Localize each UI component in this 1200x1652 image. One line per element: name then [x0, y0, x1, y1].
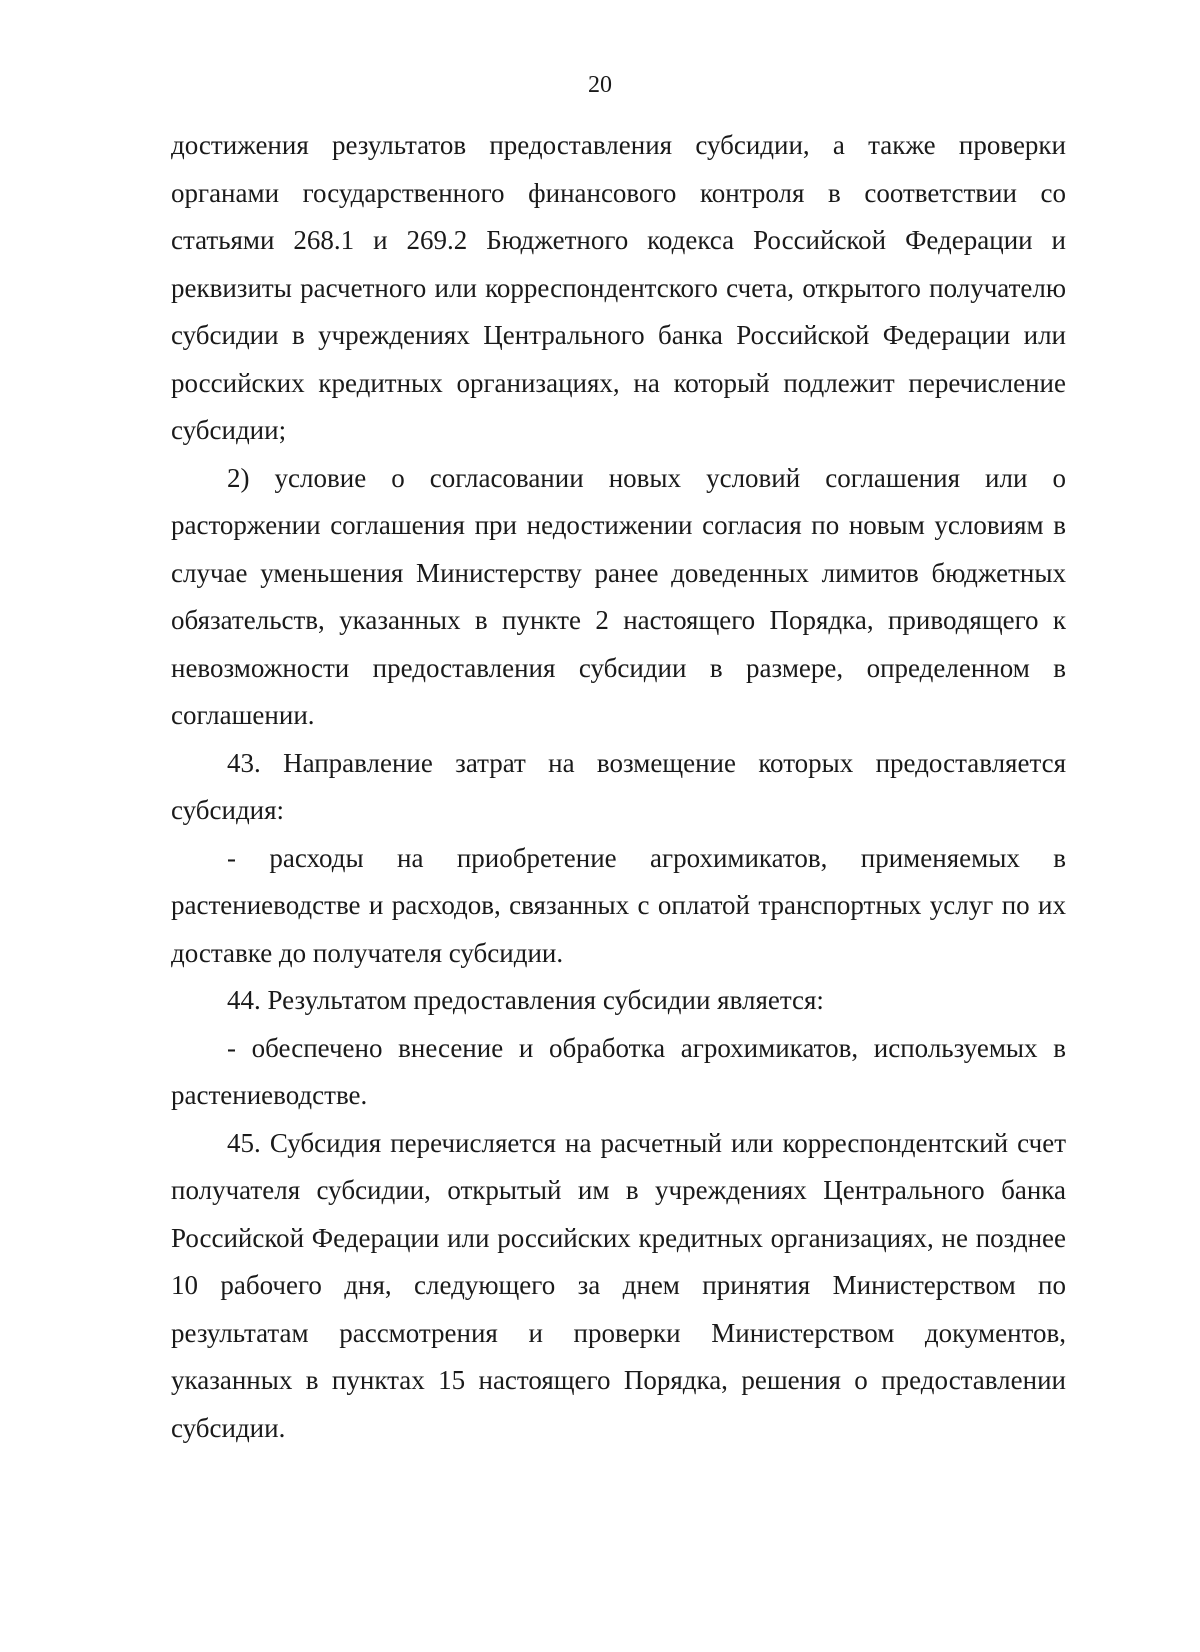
paragraph-continuation: достижения результатов предоставления субсидии, а также проверки органами государственного финансового контроля в соответствии со статьями 268.1 и 269.2 Бюджетного кодекса Российской Федерации и реквизиты расчетного или корреспондентского счета, открытого получателю субсидии в учреждениях Центрального банка Российской Федерации или российских кредитных организациях, на который подлежит перечисление субсидии;	[171, 130, 1066, 445]
paragraph-44: 44. Результатом предоставления субсидии является:	[227, 985, 824, 1015]
paragraph-43-expenses: - расходы на приобретение агрохимикатов, применяемых в растениеводстве и расходов, связанных с оплатой транспортных услуг по их доставке до получателя субсидии.	[171, 842, 1066, 968]
paragraph-45: 45. Субсидия перечисляется на расчетный или корреспондентский счет получателя субсидии, открытый им в учреждениях Центрального банка Российской Федерации или российских кредитных организациях, не позднее 10 рабочего дня, следующего за днем принятия Министерством по результатам рассмотрения и проверки Министерством документов, указанных в пунктах 15 настоящего Порядка, решения о предоставлении субсидии.	[171, 1127, 1066, 1443]
page-number: 20	[588, 72, 612, 98]
paragraph-item-2: 2) условие о согласовании новых условий соглашения или о расторжении соглашения при недостижении согласия по новым условиям в случае уменьшения Министерству ранее доведенных лимитов бюджетных обязательств, указанных в пункте 2 настоящего Порядка, приводящего к невозможности предоставления субсидии в размере, определенном в соглашении.	[171, 462, 1066, 730]
paragraph-43: 43. Направление затрат на возмещение которых предоставляется субсидия:	[171, 747, 1066, 825]
document-body	[171, 122, 1066, 1452]
paragraph-44-result: - обеспечено внесение и обработка агрохимикатов, используемых в растениеводстве.	[171, 1032, 1066, 1110]
